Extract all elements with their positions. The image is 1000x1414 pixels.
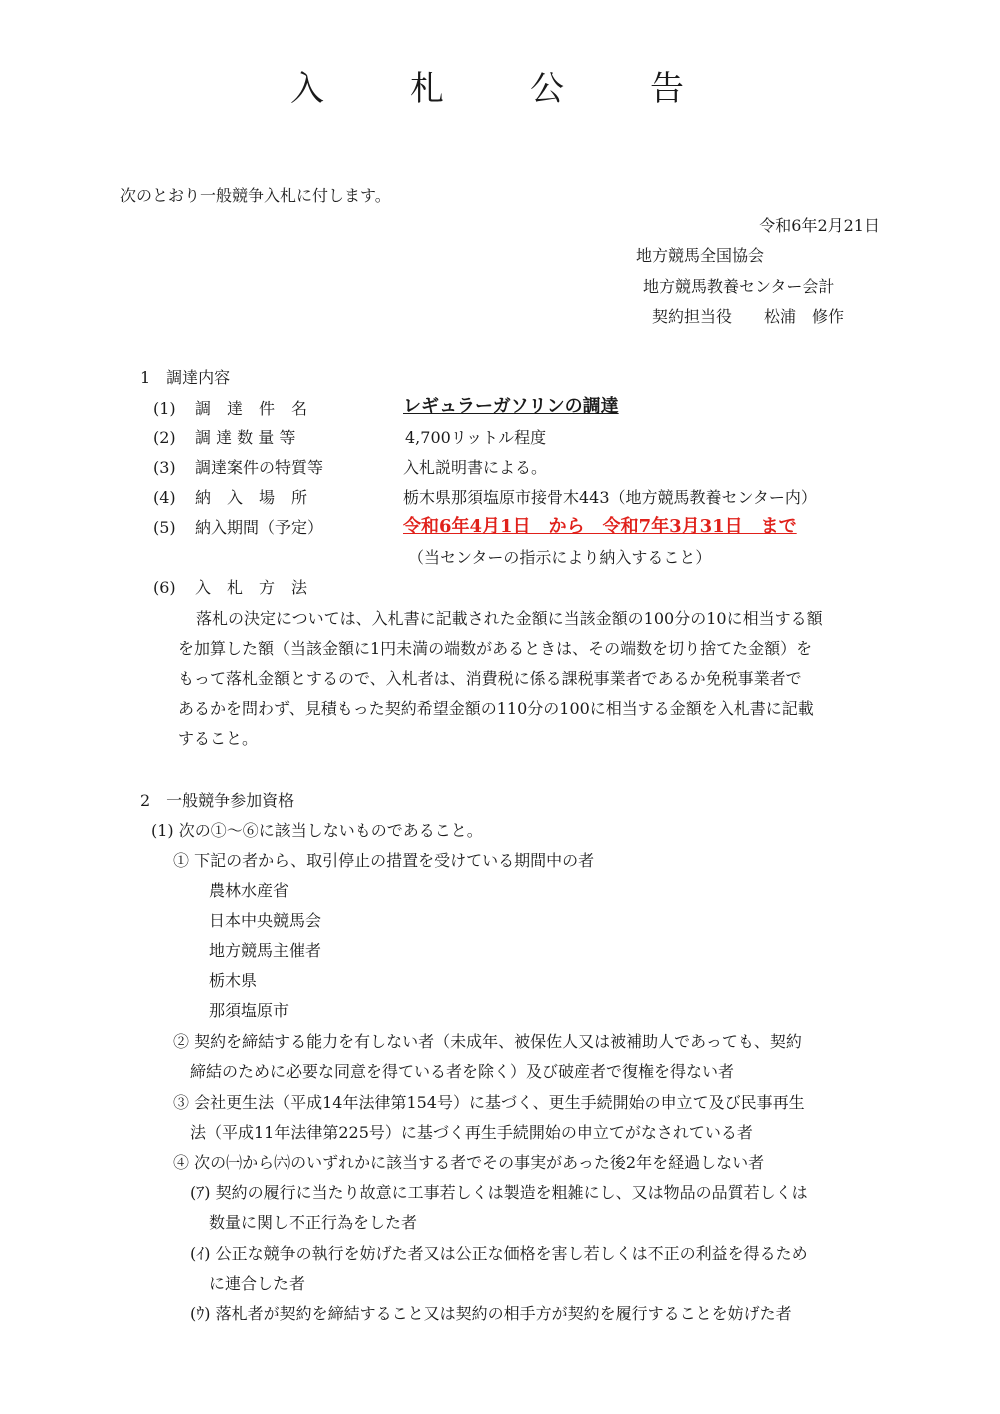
clause-1: ① 下記の者から、取引停止の措置を受けている期間中の者 <box>173 851 595 870</box>
method-line: すること。 <box>178 729 259 748</box>
intro-text: 次のとおり一般競争入札に付します。 <box>120 186 391 205</box>
item-num: (3) <box>153 458 176 477</box>
clause-2-line: ② 契約を締結する能力を有しない者（未成年、被保佐人又は被補助人であっても、契約 <box>173 1032 802 1051</box>
method-line: もって落札金額とするので、入札者は、消費税に係る課税事業者であるか免税事業者で <box>178 669 802 688</box>
subclause-i-line: (ｲ) 公正な競争の執行を妨げた者又は公正な価格を害し若しくは不正の利益を得るため <box>190 1244 808 1263</box>
item-num: (2) <box>153 428 176 447</box>
list-item: 栃木県 <box>209 971 258 990</box>
item-value: 4,700リットル程度 <box>405 428 547 447</box>
item-label: 調 達 数 量 等 <box>195 428 296 447</box>
item-value-period: 令和6年4月1日 から 令和7年3月31日 まで <box>403 516 797 537</box>
list-item: 農林水産省 <box>209 881 290 900</box>
subclause-a-line: 数量に関し不正行為をした者 <box>209 1213 418 1232</box>
item-note: （当センターの指示により納入すること） <box>408 548 712 567</box>
item-num: (4) <box>153 488 176 507</box>
method-line: あるかを問わず、見積もった契約希望金額の110分の100に相当する金額を入札書に記載 <box>178 699 814 718</box>
list-item: 地方競馬主催者 <box>209 941 322 960</box>
section2-heading: 2 一般競争参加資格 <box>140 791 295 810</box>
item-label: 入 札 方 法 <box>195 578 308 597</box>
page-title: 入 札 公 告 <box>290 69 710 109</box>
subclause-a-line: (ｱ) 契約の履行に当たり故意に工事若しくは製造を粗雑にし、又は物品の品質若しくは <box>190 1183 808 1202</box>
clause-2-line: 締結のために必要な同意を得ている者を除く）及び破産者で復権を得ない者 <box>190 1062 735 1081</box>
section1-heading: 1 調達内容 <box>140 368 231 387</box>
issuer-dept: 地方競馬教養センター会計 <box>643 277 835 296</box>
notice-date: 令和6年2月21日 <box>759 216 880 235</box>
clause-3-line: ③ 会社更生法（平成14年法律第154号）に基づく、更生手続開始の申立て及び民事再生 <box>173 1093 805 1112</box>
issuer-org: 地方競馬全国協会 <box>636 246 765 265</box>
list-item: 那須塩原市 <box>209 1001 290 1020</box>
issuer-officer: 契約担当役 松浦 修作 <box>652 307 845 326</box>
item-label: 調達案件の特質等 <box>195 458 324 477</box>
method-line: 落札の決定については、入札書に記載された金額に当該金額の100分の10に相当する額 <box>196 609 823 628</box>
item-value: 入札説明書による。 <box>403 458 548 477</box>
item-num: (6) <box>153 578 176 597</box>
list-item: 日本中央競馬会 <box>209 911 322 930</box>
clause-4: ④ 次の㈠から㈥のいずれかに該当する者でその事実があった後2年を経過しない者 <box>173 1153 765 1172</box>
item-value: 栃木県那須塩原市接骨木443（地方競馬教養センター内） <box>403 488 817 507</box>
item-num: (1) <box>153 399 176 418</box>
item-label: 納入期間（予定） <box>195 518 324 537</box>
method-line: を加算した額（当該金額に1円未満の端数があるときは、その端数を切り捨てた金額）を <box>178 639 813 658</box>
item-value-subject: レギュラーガソリンの調達 <box>403 396 619 417</box>
clause-3-line: 法（平成11年法律第225号）に基づく再生手続開始の申立てがなされている者 <box>190 1123 753 1142</box>
item-label: 納 入 場 所 <box>195 488 308 507</box>
item-num: (5) <box>153 518 176 537</box>
item-label: 調 達 件 名 <box>195 399 308 418</box>
subclause-u: (ｳ) 落札者が契約を締結すること又は契約の相手方が契約を履行することを妨げた者 <box>190 1304 792 1323</box>
section2-sub1: (1) 次の①～⑥に該当しないものであること。 <box>151 821 483 840</box>
subclause-i-line: に連合した者 <box>209 1274 306 1293</box>
